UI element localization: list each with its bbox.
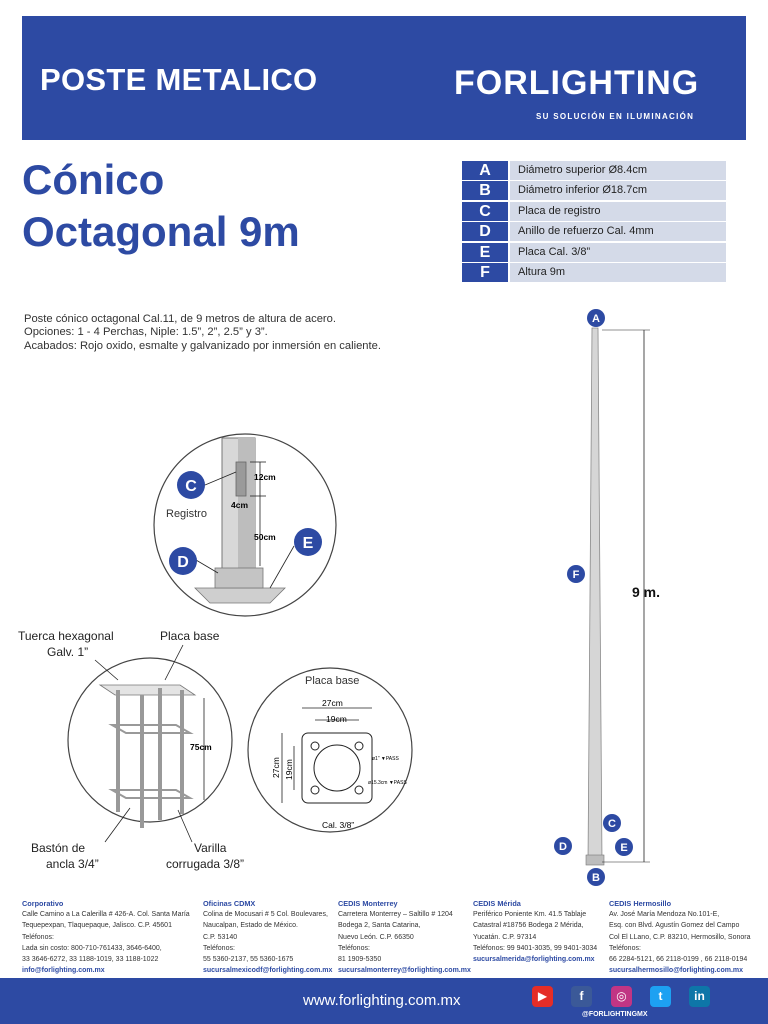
registro-base-plate: [195, 588, 285, 603]
spec-value: Diámetro inferior Ø18.7cm: [510, 181, 726, 200]
website-link[interactable]: www.forlighting.com.mx: [303, 992, 461, 1009]
linkedin-icon[interactable]: in: [689, 986, 710, 1007]
office-email[interactable]: sucursalmexicodf@forlighting.com.mx: [203, 967, 333, 975]
office-title: CEDIS Hermosillo: [609, 899, 672, 908]
dim-27cm-top: 27cm: [322, 698, 343, 708]
pole-badge-f-text: F: [572, 569, 580, 581]
plate-title: Placa base: [305, 675, 360, 687]
plate-bolt-hole: [355, 742, 363, 750]
dim-19cm-top: 19cm: [326, 714, 347, 724]
plate-bolt-hole: [311, 786, 319, 794]
social-handle: @FORLIGHTINGMX: [582, 1011, 648, 1018]
baston-label-1: Bastón de: [31, 841, 86, 855]
office-line: Carretera Monterrey – Saltillo # 1204: [338, 911, 453, 919]
office-email[interactable]: sucursalhermosillo@forlighting.com.mx: [609, 967, 744, 975]
office-line: 81 1909-5350: [338, 956, 382, 964]
office-line: Teléfonos:: [22, 933, 54, 941]
spec-value: Diámetro superior Ø8.4cm: [510, 161, 726, 180]
dim-50cm-label: 50cm: [254, 532, 276, 542]
office-monterrey: [338, 898, 473, 976]
office-line: C.P. 53140: [203, 933, 238, 941]
pole-shaft: [588, 328, 602, 862]
plate-cal-label: Cal. 3/8”: [322, 820, 355, 830]
registro-ring: [215, 568, 263, 588]
dim-75cm-label: 75cm: [190, 742, 212, 752]
office-line: Periférico Poniente Km. 41.5 Tablaje: [473, 911, 587, 919]
office-line: Teléfonos: 99 9401-3035, 99 9401-3034: [473, 944, 598, 952]
placa-base-label: Placa base: [160, 629, 220, 643]
office-merida: [473, 898, 609, 965]
dim-27cm-side: 27cm: [271, 757, 281, 778]
twitter-icon[interactable]: t: [650, 986, 671, 1007]
office-line: 66 2284-5121, 66 2118-0199 , 66 2118-0194: [609, 956, 748, 964]
spec-value: Anillo de refuerzo Cal. 4mm: [510, 222, 726, 241]
spec-letter: B: [462, 181, 508, 200]
office-line: Teléfonos:: [338, 944, 370, 952]
office-cdmx: [203, 898, 338, 976]
office-line: Yucatán. C.P. 97314: [473, 933, 537, 941]
office-email[interactable]: sucursalmerida@forlighting.com.mx: [473, 956, 595, 964]
product-title-line2: Octagonal 9m: [22, 208, 300, 255]
pole-drawing: [554, 309, 660, 886]
header-title: POSTE METALICO: [40, 62, 318, 97]
registro-detail: [154, 434, 336, 616]
plate-bolt-hole: [355, 786, 363, 794]
plate-bolt-hole: [311, 742, 319, 750]
description-line: Opciones: 1 - 4 Perchas, Niple: 1.5”, 2”, 2.5” y 3”.: [24, 326, 268, 339]
office-line: Lada sin costo: 800-710-761433, 3646-6400,: [22, 944, 162, 952]
pole-base: [586, 855, 604, 865]
product-title-line1: Cónico: [22, 156, 165, 203]
office-line: 33 3646-6272, 33 1188-1019, 33 1188-1022: [22, 956, 159, 964]
office-email[interactable]: info@forlighting.com.mx: [22, 967, 105, 975]
description-line: Acabados: Rojo oxido, esmalte y galvanizado por inmersión en caliente.: [24, 339, 381, 352]
office-hermosillo: [609, 898, 764, 976]
footer-bar: [0, 978, 768, 1024]
spec-value: Altura 9m: [510, 263, 726, 282]
description-line: Poste cónico octagonal Cal.11, de 9 metros de altura de acero.: [24, 313, 336, 325]
pole-height-label: 9 m.: [632, 584, 661, 600]
office-title: CEDIS Mérida: [473, 899, 521, 908]
varilla-label-2: corrugada 3/8”: [166, 857, 245, 871]
pole-badge-c-text: C: [608, 818, 616, 830]
badge-e-text: E: [302, 535, 314, 552]
spec-letter: E: [462, 243, 508, 262]
dim-12cm-label: 12cm: [254, 472, 276, 482]
badge-d-text: D: [177, 554, 189, 571]
youtube-icon[interactable]: ▶: [532, 986, 553, 1007]
office-line: Bodega 2, Santa Catarina,: [338, 922, 421, 930]
spec-letter: F: [462, 263, 508, 282]
office-email[interactable]: sucursalmonterrey@forlighting.com.mx: [338, 967, 471, 975]
registro-opening: [236, 462, 246, 496]
office-line: Col El LLano, C.P. 83210, Hermosillo, Sonora: [609, 933, 751, 941]
badge-c-text: C: [185, 478, 197, 495]
dim-19cm-side: 19cm: [284, 759, 294, 780]
registro-pole-shade: [238, 438, 255, 588]
dim-4cm-label: 4cm: [231, 500, 249, 510]
tuerca-label-1: Tuerca hexagonal: [18, 629, 114, 643]
baston-label-2: ancla 3/4”: [46, 857, 99, 871]
spec-letter: C: [462, 202, 508, 221]
logo-text: FORLIGHTING: [454, 64, 700, 102]
office-line: Av. José María Mendoza No.101-E,: [609, 911, 720, 919]
pole-badge-b-text: B: [592, 872, 600, 884]
office-title: Corporativo: [22, 899, 64, 908]
office-line: Nuevo León. C.P. 66350: [338, 933, 414, 941]
spec-letter: D: [462, 222, 508, 241]
logo-tagline: SU SOLUCIÓN EN ILUMINACIÓN: [536, 112, 695, 121]
office-line: Naucalpan, Estado de México.: [203, 922, 298, 930]
facebook-icon[interactable]: f: [571, 986, 592, 1007]
office-corporativo: [22, 898, 198, 976]
office-line: Colina de Mocusari # 5 Col. Boulevares,: [203, 911, 328, 919]
office-line: Teléfonos:: [203, 944, 235, 952]
anchor-cage-detail: [18, 629, 244, 871]
office-line: Esq. con Blvd. Agustín Gomez del Campo: [609, 922, 740, 930]
spec-letter: A: [462, 161, 508, 180]
office-line: Calle Camino a La Calerilla # 426-A. Col. Santa María: [22, 911, 190, 919]
pole-badge-a-text: A: [592, 313, 600, 325]
varilla-label-1: Varilla: [194, 841, 227, 855]
office-line: Catastral #18756 Bodega 2 Mérida,: [473, 922, 584, 930]
spec-value: Placa de registro: [510, 202, 726, 221]
office-line: Teléfonos:: [609, 944, 641, 952]
registro-label: Registro: [166, 508, 207, 520]
office-line: 55 5360-2137, 55 5360-1675: [203, 956, 294, 964]
office-line: Tequepexpan, Tlaquepaque, Jalisco. C.P. 45601: [22, 922, 172, 930]
hole-note: ø1” ▼PASS: [372, 756, 399, 762]
center-note: ø15.3cm ▼PASS: [368, 780, 407, 786]
tuerca-label-2: Galv. 1”: [47, 645, 89, 659]
pole-badge-e-text: E: [620, 842, 628, 854]
office-title: Oficinas CDMX: [203, 899, 256, 908]
spec-value: Placa Cal. 3/8”: [510, 243, 726, 262]
plate-center-hole: [314, 745, 360, 791]
pole-badge-d-text: D: [559, 841, 567, 853]
office-title: CEDIS Monterrey: [338, 899, 398, 908]
base-plate-plan: [248, 668, 412, 832]
instagram-icon[interactable]: ◎: [611, 986, 632, 1007]
